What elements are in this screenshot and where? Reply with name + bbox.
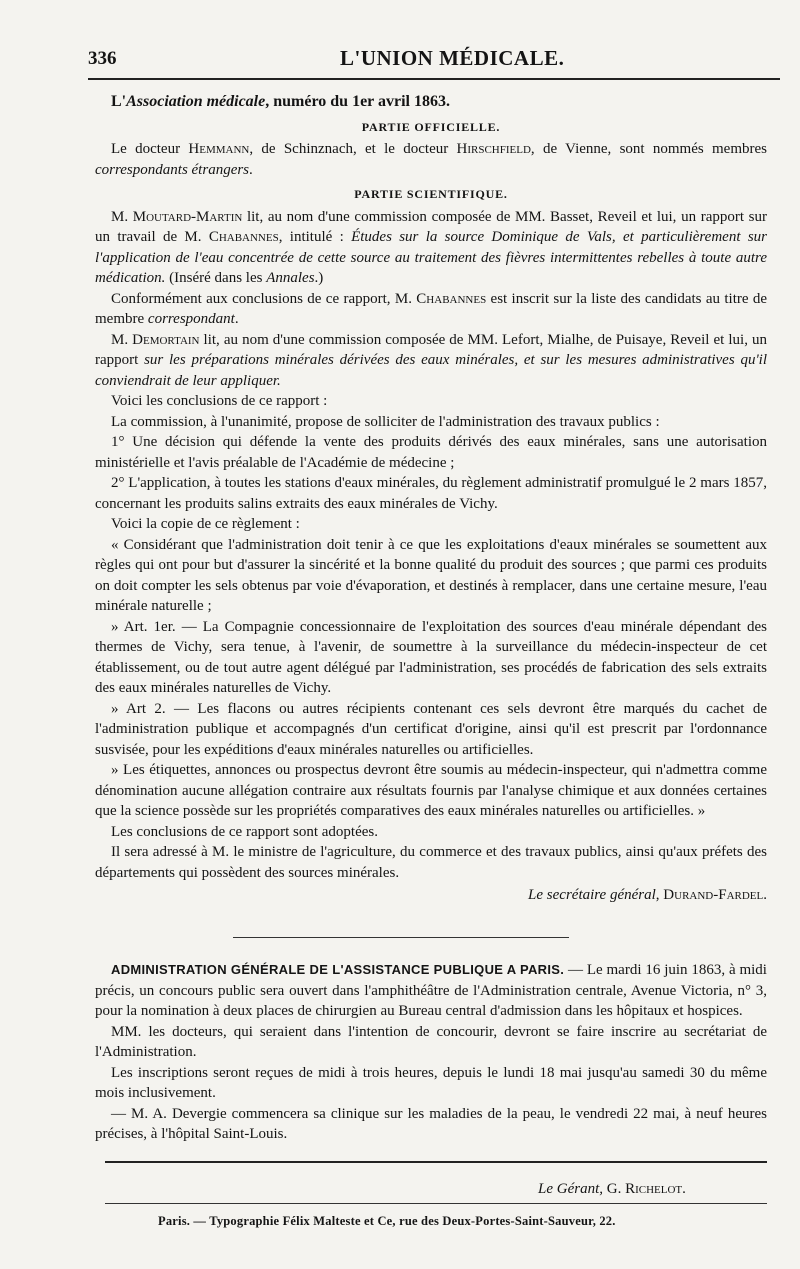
paragraph: — M. A. Devergie commencera sa clinique sur les maladies de la peau, le vendredi 22 mai, à neuf heures précises, à l'hôpital Saint-Louis. — [95, 1105, 767, 1142]
paragraph: « Considérant que l'administration doit tenir à ce que les exploitations d'eaux minérales se soumettent aux règles qui ont pour but d'assurer la sincérité et la bonne qualité du produit des sources ; que parmi ces produits on doit compter les sels obtenus par voie d'évaporation, et destinés à remplacer, dans une certaine mesure, l'eau minérale naturelle ; — [95, 536, 767, 614]
section-heading-scientific: PARTIE SCIENTIFIQUE. — [354, 187, 508, 201]
gerant-signature: Le Gérant, G. Richelot. — [538, 1181, 686, 1197]
paragraph: Conformément aux conclusions de ce rapport, M. Chabannes est inscrit sur la liste des candidats au titre de membre correspondant. — [95, 290, 768, 327]
paragraph: Il sera adressé à M. le ministre de l'agriculture, du commerce et des travaux publics, ainsi qu'aux préfets des départements qui possèdent des sources minérales. — [95, 844, 767, 881]
printer-rule — [105, 1203, 767, 1204]
admin-heading: ADMINISTRATION GÉNÉRALE DE L'ASSISTANCE PUBLIQUE A PARIS. — [111, 962, 565, 977]
paragraph: Voici la copie de ce règlement : — [111, 516, 300, 532]
page-number: 336 — [88, 48, 117, 69]
paragraph: MM. les docteurs, qui seraient dans l'intention de concourir, devront se faire inscrire au secrétariat de l'Administration. — [95, 1023, 767, 1060]
paragraph: » Les étiquettes, annonces ou prospectus devront être soumis au médecin-inspecteur, qui n'admettra comme dénomination aucune allégation contraire aux résultats fournis par l'analyse chimique et aux données certaines que la science possède sur les propriétés comparatives des eaux minérales naturelles ou artificielles. » — [95, 762, 767, 819]
paragraph: Voici les conclusions de ce rapport : — [111, 393, 328, 409]
paragraph: La commission, à l'unanimité, propose de solliciter de l'administration des travaux publics : — [111, 413, 660, 430]
source-reference: L'Association médicale, numéro du 1er avril 1863. — [111, 93, 450, 110]
paragraph: Les inscriptions seront reçues de midi à trois heures, depuis le lundi 18 mai jusqu'au samedi 30 du même mois inclusivement. — [95, 1064, 767, 1101]
footer-rule — [105, 1161, 767, 1163]
header-rule — [88, 78, 780, 80]
admin-notice — [95, 960, 767, 1145]
official-paragraph: Le docteur Hemmann, de Schinznach, et le docteur Hirschfield, de Vienne, sont nommés membres correspondants étrangers. — [95, 141, 767, 178]
paragraph: » Art 2. — Les flacons ou autres récipients contenant ces sels devront être marqués du cachet de l'administration publique et accompagnés d'un certificat d'origine, ainsi qu'il est prescrit par l'ordonnance susvisée, pour les expéditions d'eaux minérales naturelles ou artificielles. — [95, 700, 767, 758]
paragraph: Les conclusions de ce rapport sont adoptées. — [111, 823, 379, 840]
paragraph: 1° Une décision qui défende la vente des produits dérivés des eaux minérales, sans une autorisation ministérielle et l'avis préalable de l'Académie de médecine ; — [95, 434, 767, 471]
paragraph: 2° L'application, à toutes les stations d'eaux minérales, du règlement administratif promulgué le 2 mars 1857, concernant les produits salins extraits des eaux minérales de Vichy. — [95, 475, 767, 512]
paragraph: ADMINISTRATION GÉNÉRALE DE L'ASSISTANCE PUBLIQUE A PARIS. — Le mardi 16 juin 1863, à midi précis, un concours public sera ouvert dans l'amphithéâtre de l'Administration centrale, Avenue Victoria, n° 3, pour la nomination à deux places de chirurgien au Bureau central d'admission dans les hôpitaux et hospices. — [95, 962, 767, 1019]
printer-line: Paris. — Typographie Félix Malteste et Ce, rue des Deux-Portes-Saint-Sauveur, 22. — [158, 1214, 616, 1228]
section-divider — [233, 937, 569, 938]
main-text — [95, 92, 767, 906]
paragraph: M. Moutard-Martin lit, au nom d'une commission composée de MM. Basset, Reveil et lui, un rapport sur un travail de M. Chabannes, intitulé : Études sur la source Dominique de Vals, et particulièrement sur l'application de l'eau concentrée de cette source au traitement des fièvres intermittentes rebelles à toute autre médication. (Inséré dans les Annales.) — [95, 208, 767, 286]
paragraph: » Art. 1er. — La Compagnie concessionnaire de l'exploitation des sources d'eau minérale dépendant des thermes de Vichy, sera tenue, à l'avenir, de soumettre à la surveillance du médecin-inspecteur de cet établissement, ou de tout autre agent délégué par l'administration, ses procédés de fabrication des sels extraits des eaux minérales naturelles de Vichy. — [95, 618, 767, 696]
page-header — [88, 46, 768, 76]
section-heading-official: PARTIE OFFICIELLE. — [361, 119, 501, 134]
journal-title: L'UNION MÉDICALE. — [340, 46, 565, 70]
signature: Le secrétaire général, Durand-Fardel. — [528, 887, 767, 903]
paragraph: M. Demortain lit, au nom d'une commission composée de MM. Lefort, Mialhe, de Puisaye, Reveil et lui, un rapport sur les préparations minérales dérivées des eaux minérales, et sur les mesures administratives qu'il conviendrait de leur appliquer. — [95, 331, 767, 389]
